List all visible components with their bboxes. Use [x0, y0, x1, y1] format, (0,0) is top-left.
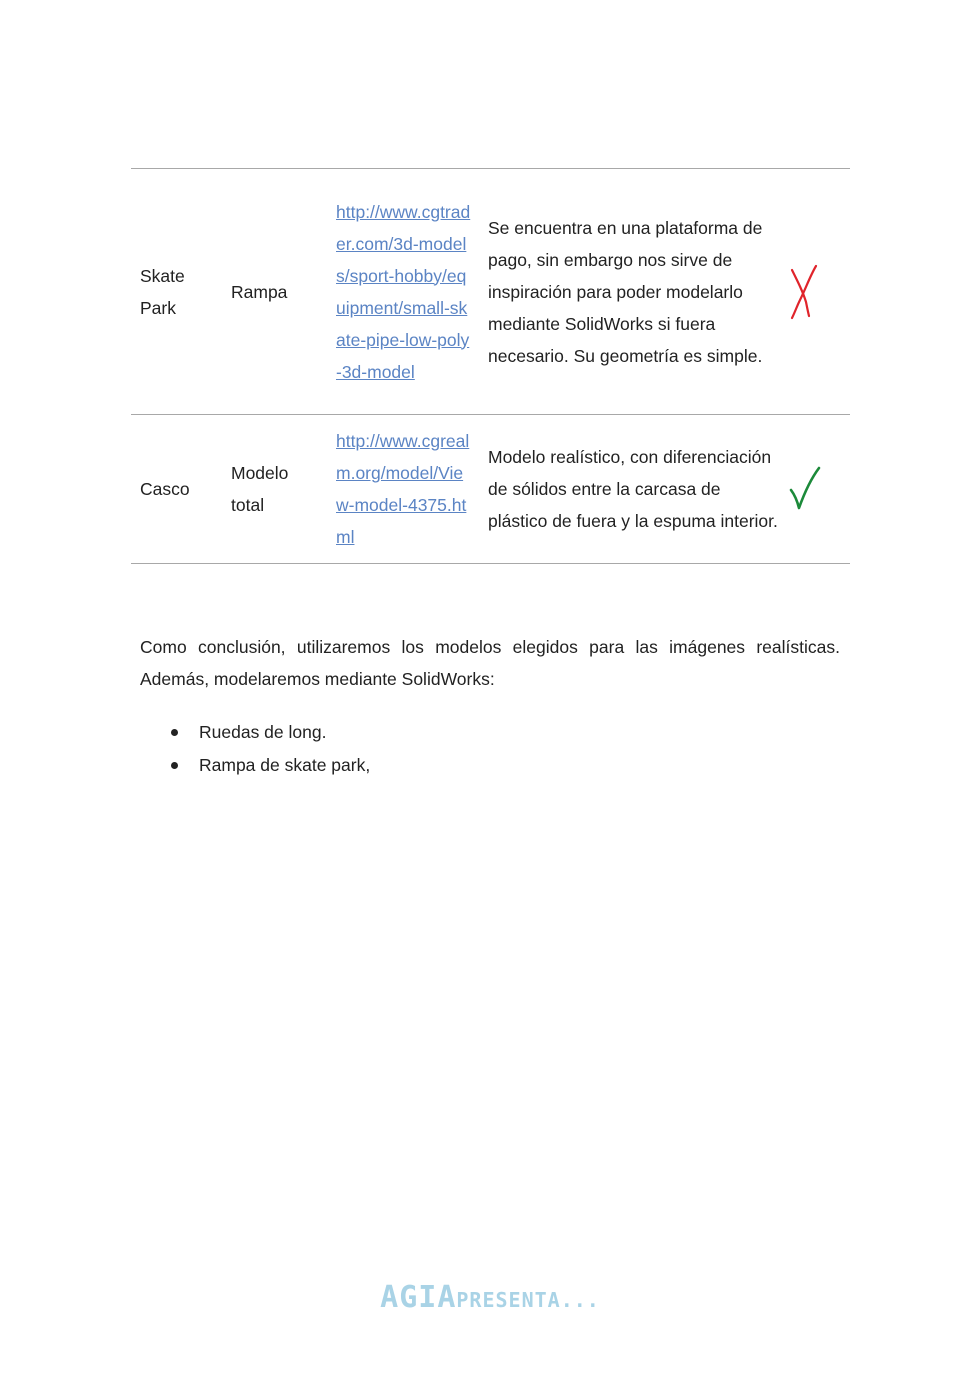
category-text: Skate Park	[140, 265, 185, 318]
models-table	[131, 168, 850, 564]
category-text: Casco	[140, 479, 190, 499]
bullet-dot-icon	[171, 729, 178, 736]
check-icon	[788, 464, 850, 514]
table-row	[131, 169, 850, 415]
footer-logo	[0, 1280, 980, 1315]
description-text: Se encuentra en una plataforma de pago, sin embargo nos sirve de inspiración para poder modelarlo mediante SolidWorks si fuera necesario. Su geometría es simple.	[488, 217, 763, 366]
status-cell	[788, 415, 850, 564]
type-text: Rampa	[231, 281, 288, 302]
category-cell	[131, 415, 231, 564]
link-cell	[336, 169, 488, 415]
type-cell	[231, 169, 336, 415]
conclusion-paragraph	[140, 631, 840, 695]
bullet-list	[140, 716, 370, 782]
description-cell	[488, 169, 788, 415]
description-text: Modelo realístico, con diferenciación de sólidos entre la carcasa de plástico de fuera y la espuma interior.	[488, 447, 778, 531]
list-item-text: Rampa de skate park,	[199, 755, 371, 775]
list-item	[140, 749, 370, 782]
link-cell	[336, 415, 488, 564]
type-text: Modelo total	[231, 463, 289, 515]
description-cell	[488, 415, 788, 564]
logo-sub-text: PRESENTA...	[456, 1288, 600, 1312]
cross-icon	[788, 262, 850, 322]
logo-main-text: AGIA	[380, 1280, 457, 1315]
model-link[interactable]: http://www.cgtrader.com/3d-models/sport-hobby/equipment/small-skate-pipe-low-poly-3d-model	[336, 201, 471, 382]
conclusion-line-1: Como conclusión, utilizaremos los modelos elegidos para las imágenes realísticas.	[140, 637, 840, 657]
status-cell	[788, 169, 850, 415]
type-cell	[231, 415, 336, 564]
model-link[interactable]: http://www.cgrealm.org/model/View-model-4375.html	[336, 431, 470, 547]
table-row	[131, 415, 850, 564]
conclusion-line-2: Además, modelaremos mediante SolidWorks:	[140, 669, 495, 689]
category-cell	[131, 169, 231, 415]
list-item-text: Ruedas de long.	[199, 722, 327, 742]
bullet-dot-icon	[171, 762, 178, 769]
list-item	[140, 716, 370, 749]
